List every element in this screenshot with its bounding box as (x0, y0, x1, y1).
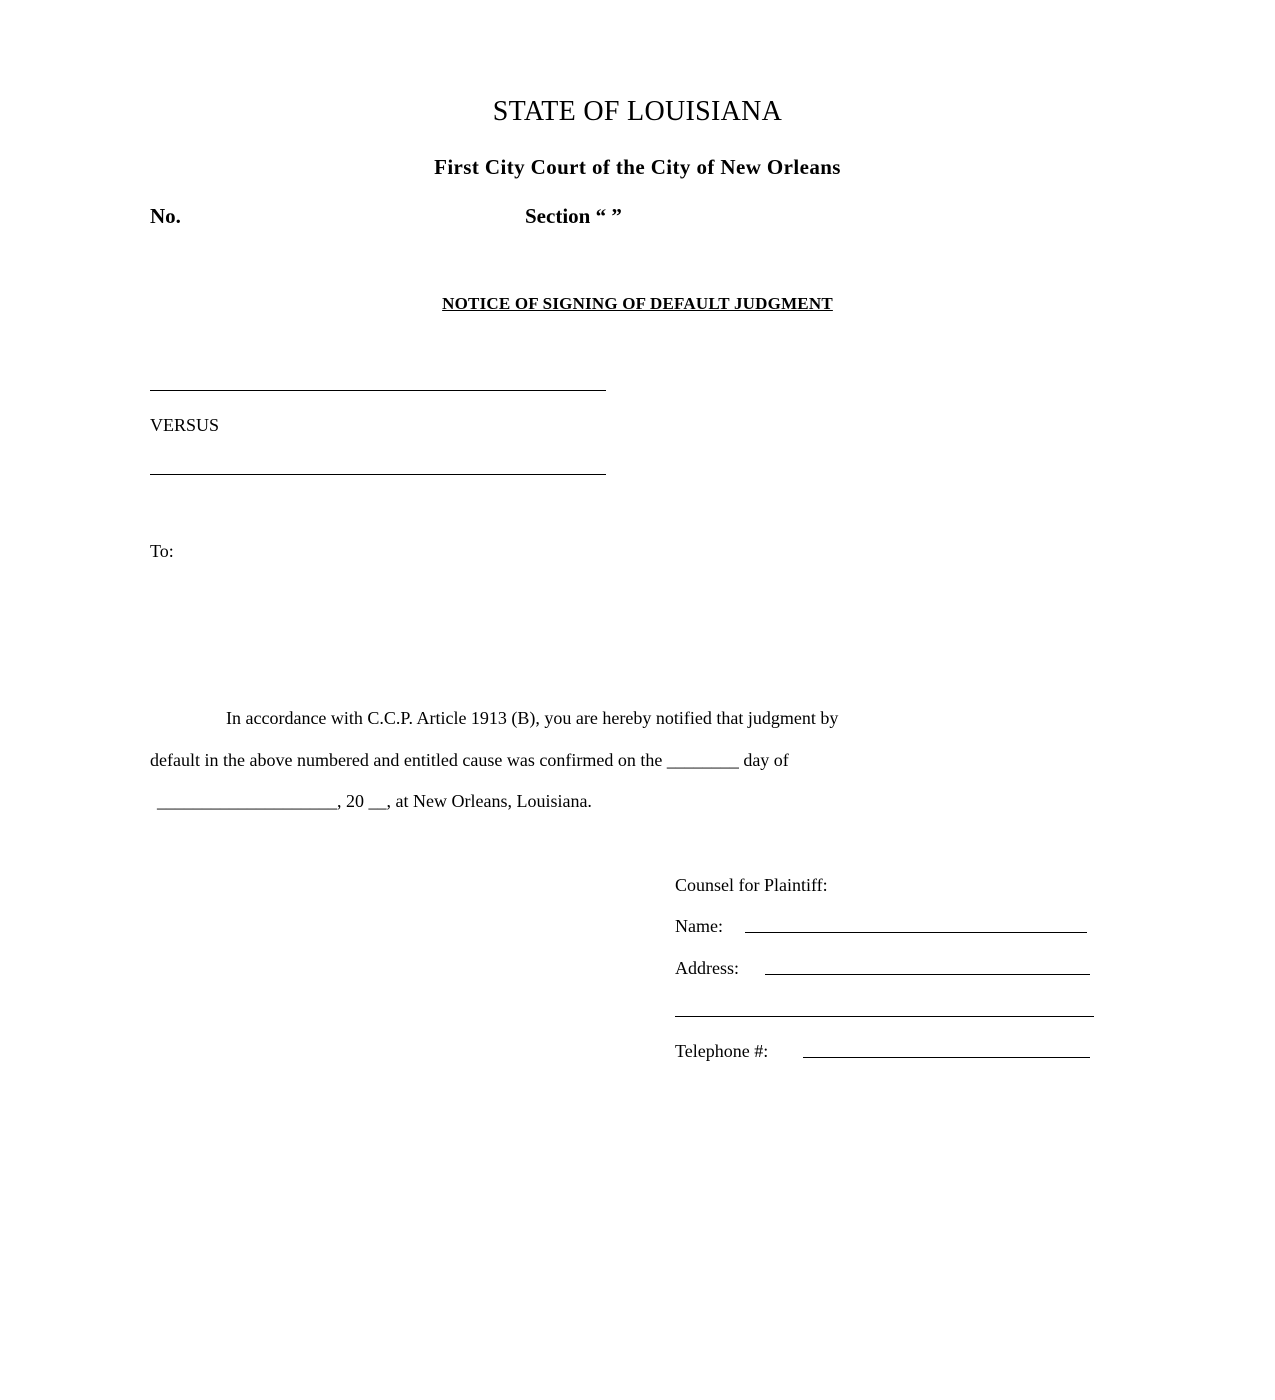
body-line-1: In accordance with C.C.P. Article 1913 (B), you are hereby notified that judgment by (226, 708, 839, 728)
section-label: Section “ ” (525, 204, 622, 228)
court-name: First City Court of the City of New Orleans (434, 155, 841, 179)
address-label: Address: (675, 958, 739, 978)
name-line (745, 932, 1087, 933)
telephone-label: Telephone #: (675, 1041, 769, 1061)
case-number-label: No. (150, 204, 181, 228)
address-line-2 (675, 1016, 1094, 1017)
counsel-label: Counsel for Plaintiff: (675, 875, 828, 895)
versus-label: VERSUS (150, 415, 220, 435)
address-line-1 (765, 974, 1090, 975)
plaintiff-line (150, 390, 606, 391)
name-label: Name: (675, 916, 723, 936)
notice-title: NOTICE OF SIGNING OF DEFAULT JUDGMENT (442, 294, 833, 313)
defendant-line (150, 474, 606, 475)
body-line-3: ____________________, 20 __, at New Orleans, Louisiana. (157, 791, 592, 811)
state-heading: STATE OF LOUISIANA (492, 96, 783, 127)
telephone-line (803, 1057, 1090, 1058)
body-line-2: default in the above numbered and entitled cause was confirmed on the ________ day of (150, 750, 789, 770)
to-label: To: (150, 541, 174, 561)
